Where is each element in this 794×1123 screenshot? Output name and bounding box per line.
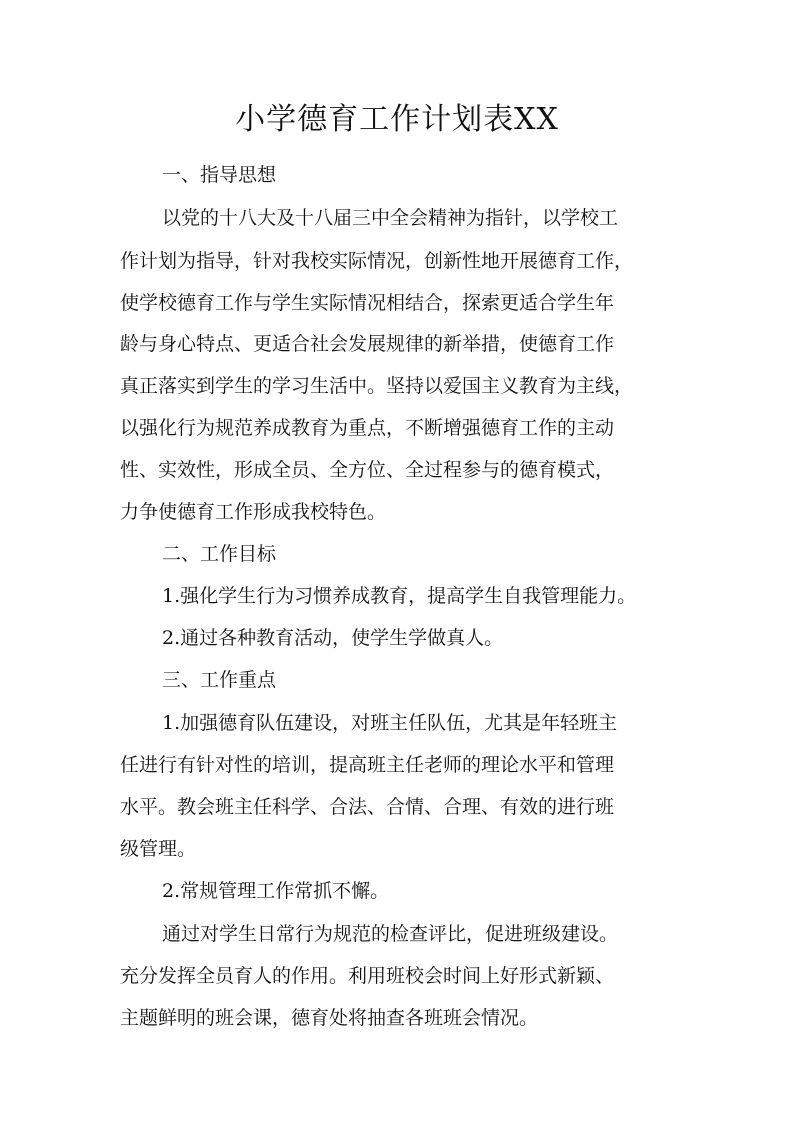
paragraph-line: 力争使德育工作形成我校特色。 <box>120 501 387 523</box>
list-item: 2.常规管理工作常抓不懈。 <box>162 880 390 902</box>
paragraph-line: 以党的十八大及十八届三中全会精神为指针，以学校工 <box>162 207 619 229</box>
list-item: 2.通过各种教育活动，使学生学做真人。 <box>162 627 504 649</box>
section-heading-work-goals: 二、工作目标 <box>162 543 277 565</box>
paragraph-line: 任进行有针对性的培训，提高班主任老师的理论水平和管理 <box>120 754 615 776</box>
paragraph-line: 通过对学生日常行为规范的检查评比，促进班级建设。 <box>162 923 619 945</box>
section-heading-work-focus: 三、工作重点 <box>162 669 277 691</box>
paragraph-line: 性、实效性，形成全员、全方位、全过程参与的德育模式， <box>120 459 615 481</box>
list-item: 1.强化学生行为习惯养成教育，提高学生自我管理能力。 <box>162 585 637 607</box>
list-item: 1.加强德育队伍建设，对班主任队伍，尤其是年轻班主 <box>162 712 618 734</box>
paragraph-line: 级管理。 <box>120 838 197 860</box>
paragraph-line: 龄与身心特点、更适合社会发展规律的新举措，使德育工作 <box>120 333 615 355</box>
paragraph-line: 以强化行为规范养成教育为重点，不断增强德育工作的主动 <box>120 417 615 439</box>
paragraph-line: 充分发挥全员育人的作用。利用班校会时间上好形式新颖、 <box>120 965 615 987</box>
paragraph-line: 作计划为指导，针对我校实际情况，创新性地开展德育工作， <box>120 250 634 272</box>
paragraph-line: 真正落实到学生的学习生活中。坚持以爱国主义教育为主线， <box>120 375 634 397</box>
paragraph-line: 使学校德育工作与学生实际情况相结合，探索更适合学生年 <box>120 292 615 314</box>
document-title: 小学德育工作计划表XX <box>235 102 559 137</box>
paragraph-line: 主题鲜明的班会课，德育处将抽查各班班会情况。 <box>120 1007 539 1029</box>
paragraph-line: 水平。教会班主任科学、合法、合情、合理、有效的进行班 <box>120 796 615 818</box>
section-heading-guiding-ideology: 一、指导思想 <box>162 164 277 186</box>
